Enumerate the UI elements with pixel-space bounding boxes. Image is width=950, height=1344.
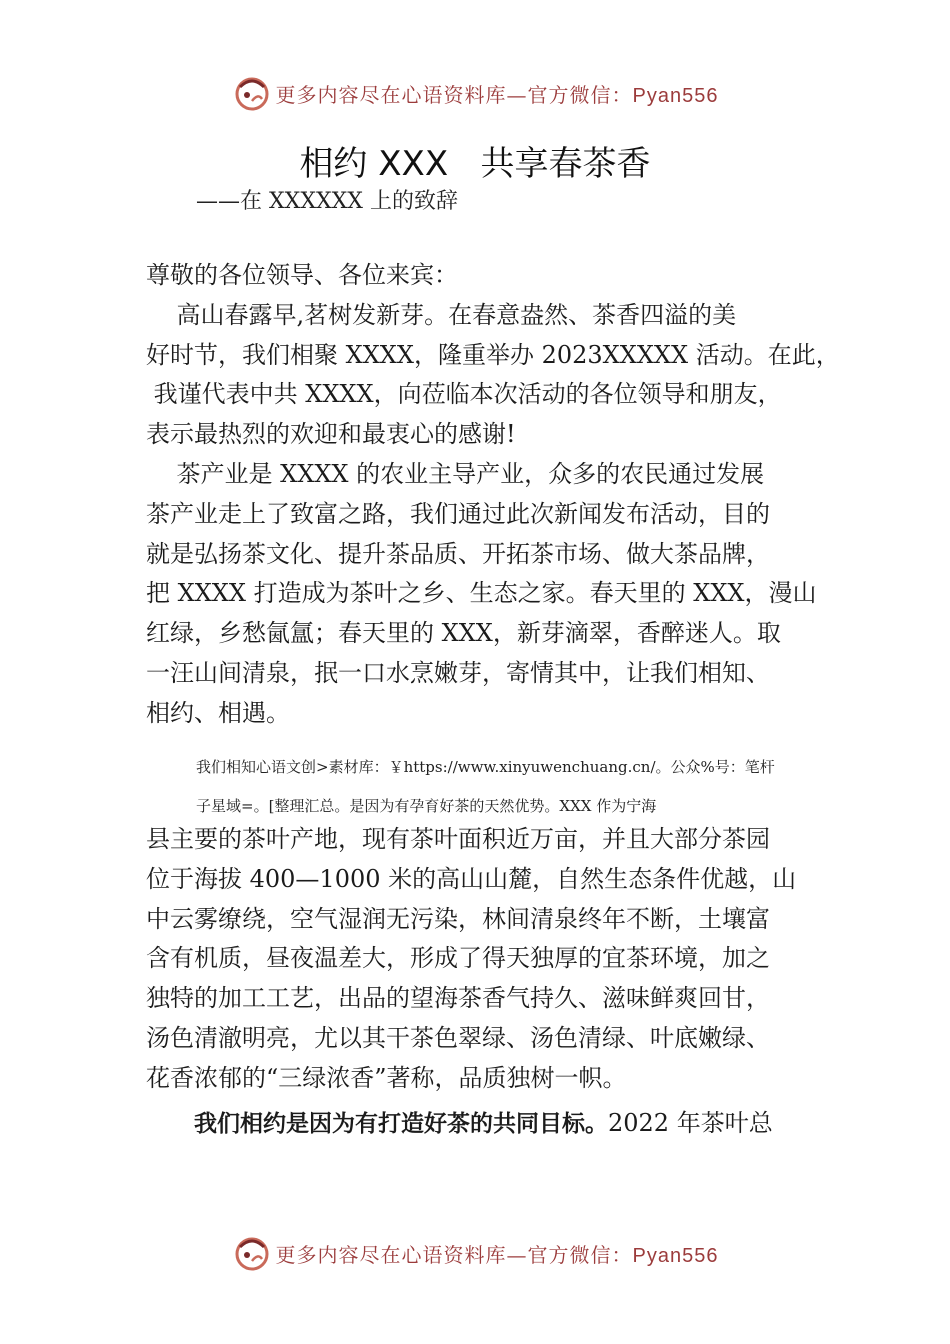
para2-line: 相约、相遇。 [146, 698, 290, 727]
para4-bold-lead: 我们相约是因为有打造好茶的共同目标。 [194, 1111, 608, 1137]
para2-line: 茶产业走上了致富之路，我们通过此次新闻发布活动，目的 [146, 499, 770, 528]
para4-rest: 2022 年茶叶总 [608, 1109, 773, 1137]
para1-line: 我谨代表中共 XXXX，向莅临本次活动的各位领导和朋友， [146, 380, 782, 409]
para1-line: 好时节，我们相聚 XXXX，隆重举办 2023XXXXX 活动。在此， [146, 340, 840, 369]
wechat-id: Pyan556 [632, 1244, 719, 1267]
wechat-id: Pyan556 [632, 84, 719, 107]
greeting: 尊敬的各位领导、各位来宾： [146, 261, 458, 289]
para3-line: 汤色清澈明亮，尤以其干茶色翠绿、汤色清绿、叶底嫩绿、 [146, 1023, 770, 1052]
para2-line: 把 XXXX 打造成为茶叶之乡、生态之家。春天里的 XXX，漫山 [146, 579, 817, 608]
brand-logo-icon [232, 1233, 272, 1273]
body-section-2 [146, 820, 826, 1099]
brand-logo-icon [232, 73, 272, 113]
banner-text: 更多内容尽在心语资料库—官方微信：Pyan556 [275, 82, 719, 107]
para2-line: 就是弘扬茶文化、提升茶品质、开拓茶市场、做大茶品牌， [146, 539, 770, 568]
para3-line: 独特的加工工艺，出品的望海茶香气持久、滋味鲜爽回甘， [146, 984, 770, 1013]
para3-line: 中云雾缭绕，空气湿润无污染，林间清泉终年不断，土壤富 [146, 904, 770, 933]
body-section-3 [194, 1104, 834, 1144]
source-note-line: 子星域=。[整理汇总。是因为有孕育好茶的天然优势。XXX 作为宁海 [196, 797, 657, 815]
footer-banner [0, 1228, 950, 1278]
para1-line: 高山春露早,茗树发新芽。在春意盎然、茶香四溢的美 [146, 300, 737, 329]
document-title: 相约 XXX 共享春茶香 [299, 144, 651, 184]
para3-line: 含有机质，昼夜温差大，形成了得天独厚的宜茶环境，加之 [146, 944, 770, 973]
document-subtitle: ——在 XXXXXX 上的致辞 [196, 189, 458, 214]
source-note-line: 我们相知心语文创>素材库：￥https://www.xinyuwenchuang.cn/。公众%号：笔杆 [196, 758, 775, 776]
para2-line: 红绿，乡愁氤氲；春天里的 XXX，新芽滴翠，香醉迷人。取 [146, 619, 781, 648]
header-banner [0, 68, 950, 118]
para3-line: 县主要的茶叶产地，现有茶叶面积近万亩，并且大部分茶园 [146, 825, 770, 853]
para3-line: 花香浓郁的“三绿浓香”著称，品质独树一帜。 [146, 1063, 627, 1092]
para4-line [194, 1104, 834, 1144]
banner-text: 更多内容尽在心语资料库—官方微信：Pyan556 [275, 1242, 719, 1267]
para3-line: 位于海拔 400—1000 米的高山山麓，自然生态条件优越，山 [146, 864, 797, 893]
para1-line: 表示最热烈的欢迎和最衷心的感谢! [146, 420, 516, 449]
para2-line: 茶产业是 XXXX 的农业主导产业，众多的农民通过发展 [146, 459, 765, 488]
body-section-1 [146, 256, 840, 734]
para2-line: 一汪山间清泉，抿一口水烹嫩芽，寄情其中，让我们相知、 [146, 658, 770, 687]
